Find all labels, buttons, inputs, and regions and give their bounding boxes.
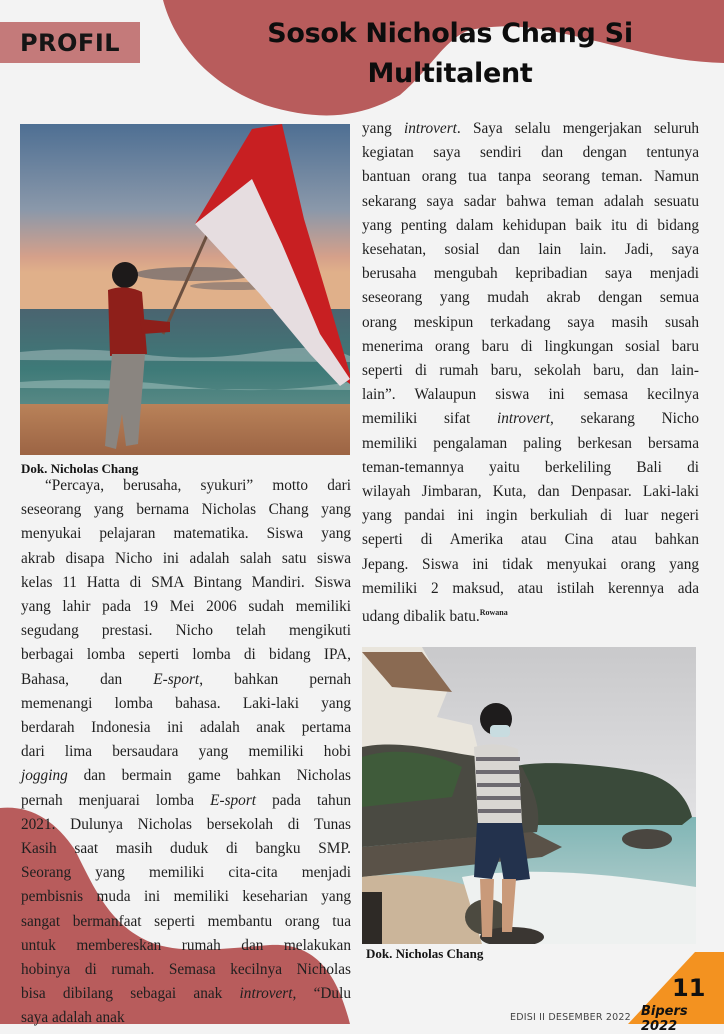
- article-title: [240, 14, 660, 94]
- text-line: seseorang yang bernama Nicholas Chang yang: [21, 501, 351, 519]
- italic-term: E-sport: [153, 670, 200, 688]
- text-line: menerima orang baru di lingkungan sosial baru: [362, 337, 699, 355]
- text-line: sekarang saya sadar bahwa teman adalah sesuatu: [362, 192, 699, 210]
- text-line: seseorang yang mudah akrab dengan semua: [362, 289, 699, 307]
- text-line: lain”. Walaupun siswa ini semasa kecilnya: [362, 386, 699, 404]
- text-line: saya adalah anak: [21, 1009, 125, 1027]
- text-line: bisa dibilang sebagai anak introvert, “Dulu: [21, 985, 351, 1003]
- italic-term: introvert,: [239, 985, 297, 1003]
- text-line: Kasih saat masih duduk di bangku SMP.: [21, 840, 351, 858]
- text-line: segudang prestasi. Nicho telah mengikuti: [21, 622, 351, 640]
- text-line: menyukai pelajaran matematika. Siswa yang: [21, 525, 351, 543]
- title-line-2: Multitalent: [367, 58, 533, 89]
- text-line: kesehatan, sosial dan lain lain. Jadi, saya: [362, 241, 699, 259]
- text-line: jogging dan bermain game bahkan Nicholas: [21, 767, 351, 785]
- text-line: kelas 11 Hatta di SMA Bintang Mandiri. Siswa: [21, 573, 351, 591]
- text-line: memiliki pengalaman paling berkesan bersama: [362, 434, 699, 452]
- section-tag-label: PROFIL: [19, 28, 121, 57]
- text-line: pernah menjuarai lomba E-sport pada tahun: [21, 791, 351, 809]
- photo-caption-2: Dok. Nicholas Chang: [366, 946, 484, 961]
- edition-label: EDISI II DESEMBER 2022: [510, 1012, 631, 1023]
- text-line: untuk membereskan rumah dan melakukan: [21, 936, 351, 954]
- text-line: berusaha mengubah kepribadian saya menjadi: [362, 265, 699, 283]
- text-line: yang introvert. Saya selalu mengerjakan seluruh: [362, 120, 700, 137]
- text-line: memenangi lomba bahasa. Laki-laki yang: [21, 694, 351, 712]
- text-line: kegiatan saya sendiri dan dengan tentunya: [362, 144, 699, 162]
- photo-flag-beach: [20, 124, 350, 455]
- text-line: memiliki sifat introvert, sekarang Nicho: [362, 410, 699, 428]
- text-line: sangat bermanfaat seperti membantu orang tua: [21, 912, 351, 930]
- text-line: pembisnis muda ini memiliki keseharian yang: [21, 888, 351, 906]
- text-line: bantuan orang tua tanpa seorang teman. Namun: [362, 168, 699, 186]
- text-line: memiliki 2 maksud, atau istilah kerennya ada: [362, 579, 699, 597]
- text-line: dari lima bersaudara yang memiliki hobi: [21, 743, 351, 761]
- page-number: 11: [672, 974, 706, 1002]
- article-column-2: [362, 117, 699, 629]
- text-line: udang dibalik batu.$^{Rowana}$: [362, 608, 508, 626]
- italic-term: jogging: [21, 767, 68, 785]
- article-column-1: [21, 474, 351, 1031]
- text-line: Bahasa, dan E-sport, bahkan pernah: [21, 670, 351, 688]
- text-line: seperti di Amerika atau Cina atau bahkan: [362, 531, 699, 549]
- text-line: wilayah Jimbaran, Kuta, dan Denpasar. Laki-laki: [362, 483, 699, 501]
- photo-rocky-beach: [362, 647, 696, 944]
- section-tag: [0, 22, 140, 63]
- text-line: hobinya di rumah. Semasa kecilnya Nicholas: [21, 961, 351, 979]
- brand-label: Bipers 2022: [641, 1004, 688, 1034]
- text-line: orang meskipun terkadang saya masih susah: [362, 313, 699, 331]
- text-line: “Percaya, berusaha, syukuri” motto dari: [45, 477, 351, 494]
- text-line: berdarah Indonesia ini adalah anak pertama: [21, 719, 351, 737]
- italic-term: introvert: [403, 120, 457, 137]
- text-line: yang lahir pada 19 Mei 2006 sudah memiliki: [21, 598, 351, 616]
- italic-term: E-sport: [210, 791, 257, 809]
- photo-caption-1: Dok. Nicholas Chang: [21, 461, 139, 476]
- text-line: 2021. Dulunya Nicholas bersekolah di Tunas: [21, 815, 351, 833]
- text-line: akrab disapa Nicho ini adalah salah satu siswa: [21, 549, 351, 567]
- italic-term: introvert: [497, 410, 550, 428]
- author-credit: Rowana: [479, 608, 508, 618]
- title-line-1: Sosok Nicholas Chang Si: [267, 18, 633, 49]
- text-line: teman-temannya yaitu berkeliling Bali di: [362, 458, 699, 476]
- text-line: berbagai lomba seperti lomba di bidang IPA,: [21, 646, 351, 664]
- text-line: yang pandai ini ingin berkuliah di luar negeri: [362, 507, 699, 525]
- text-line: yang penting dalam kehidupan baik itu di bidang: [362, 216, 699, 234]
- text-line: seperti di rumah baru, sekolah baru, dan lain-: [362, 362, 699, 380]
- text-line: Jepang. Siswa ini tidak menyukai orang yang: [362, 555, 699, 573]
- text-line: Seorang yang memiliki cita-cita menjadi: [21, 864, 351, 882]
